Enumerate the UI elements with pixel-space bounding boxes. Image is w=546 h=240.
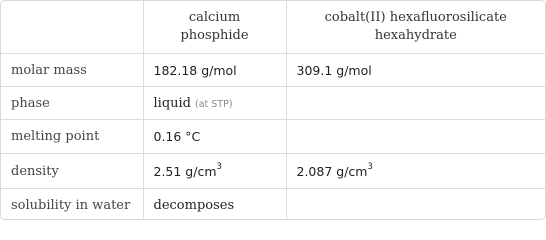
density-value-cobalt: 2.087 g/cm (296, 163, 368, 179)
density-unit-exponent: 3 (367, 162, 373, 173)
header-calcium-phosphide: calcium phosphide (143, 1, 286, 54)
header-row (1, 1, 545, 54)
table-row (1, 154, 545, 189)
row-label-density: density (1, 154, 143, 189)
cell-solubility-calcium-phosphide: decomposes (143, 189, 286, 221)
phase-value: liquid (153, 96, 191, 111)
header-cobalt-hexafluorosilicate: cobalt(II) hexafluorosilicate hexahydrate (286, 1, 545, 54)
phase-note: (at STP) (195, 99, 233, 110)
cell-molar-mass-cobalt: 309.1 g/mol (286, 54, 545, 87)
cell-phase-cobalt (286, 87, 545, 120)
header-empty-cell (1, 1, 143, 54)
cell-melting-point-cobalt (286, 120, 545, 154)
density-unit-exponent: 3 (216, 162, 222, 173)
cell-solubility-cobalt (286, 189, 545, 221)
table-row (1, 87, 545, 120)
cell-phase-calcium-phosphide (143, 87, 286, 120)
row-label-phase: phase (1, 87, 143, 120)
table-row (1, 120, 545, 154)
comparison-table (1, 1, 545, 220)
row-label-molar-mass: molar mass (1, 54, 143, 87)
cell-molar-mass-calcium-phosphide: 182.18 g/mol (143, 54, 286, 87)
row-label-solubility: solubility in water (1, 189, 143, 221)
density-value-calcium-phosphide: 2.51 g/cm (153, 163, 217, 179)
row-label-melting-point: melting point (1, 120, 143, 154)
cell-density-calcium-phosphide (143, 154, 286, 189)
cell-density-cobalt (286, 154, 545, 189)
table-row (1, 189, 545, 221)
cell-melting-point-calcium-phosphide: 0.16 °C (143, 120, 286, 154)
table-row (1, 54, 545, 87)
